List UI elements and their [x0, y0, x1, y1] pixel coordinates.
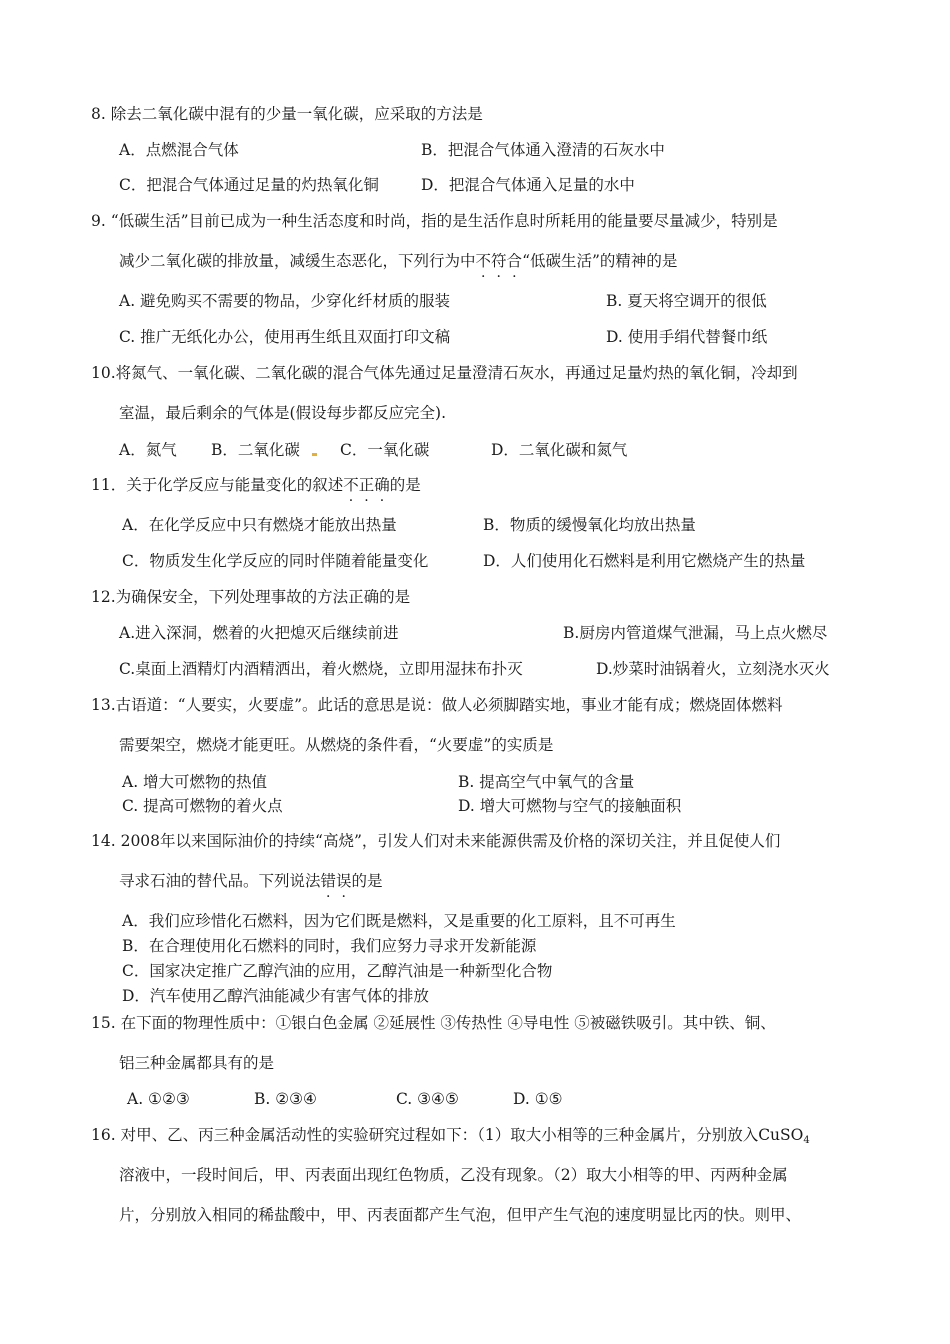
q11-stem [91, 475, 421, 495]
q15-option-c: C. ③④⑤ [396, 1090, 459, 1108]
q11-emphasis-char: 正 [358, 476, 375, 494]
q14-emphasis-char: 错 [320, 872, 337, 890]
q10-option-d: D．二氧化碳和氮气 [491, 441, 628, 459]
q10-option-a: A．氮气 [119, 441, 177, 459]
q14-emphasis-char: 误 [336, 872, 352, 890]
q10-option-c: C．一氧化碳 [340, 441, 430, 459]
q15-option-b: B. ②③④ [254, 1090, 317, 1108]
q11-emphasis-char: 不 [343, 476, 359, 494]
q8-option-b: B．把混合气体通入澄清的石灰水中 [421, 141, 665, 159]
q15-stem-line2: 铝三种金属都具有的是 [119, 1054, 275, 1072]
q16-stem-line2: 溶液中，一段时间后，甲、丙表面出现红色物质，乙没有现象。（2）取大小相等的甲、丙两种金属 [119, 1166, 788, 1184]
q11-emphasis-char: 确 [374, 476, 390, 494]
q13-option-b: B. 提高空气中氧气的含量 [458, 773, 635, 791]
q9-option-c: C. 推广无纸化办公，使用再生纸且双面打印文稿 [119, 328, 451, 346]
q10-stem-line1: 10.将氮气、一氧化碳、二氧化碳的混合气体先通过足量澄清石灰水，再通过足量灼热的氧化铜，冷却到 [91, 364, 798, 382]
q15-stem-line1: 15. 在下面的物理性质中：①银白色金属 ②延展性 ③传热性 ④导电性 ⑤被磁铁吸引。其中铁、铜、 [91, 1014, 776, 1032]
q8-option-d: D．把混合气体通入足量的水中 [421, 176, 635, 194]
q16-stem-text: 16. 对甲、乙、丙三种金属活动性的实验研究过程如下：（1）取大小相等的三种金属片，分别放入CuSO [91, 1126, 804, 1144]
q14-option-a: A．我们应珍惜化石燃料，因为它们既是燃料，又是重要的化工原料，且不可再生 [122, 912, 676, 930]
q11-option-d: D．人们使用化石燃料是利用它燃烧产生的热量 [483, 552, 806, 570]
q13-stem-line2: 需要架空，燃烧才能更旺。从燃烧的条件看，“火要虚”的实质是 [119, 736, 554, 754]
q9-emphasis-char: 不 [475, 252, 492, 270]
q9-option-a: A. 避免购买不需要的物品，少穿化纤材质的服装 [119, 292, 451, 310]
q12-option-d: D.炒菜时油锅着火，立刻浇水灭火 [596, 660, 830, 678]
q10-option-b: B．二氧化碳 [211, 441, 300, 459]
q14-option-d: D．汽车使用乙醇汽油能减少有害气体的排放 [122, 987, 429, 1005]
q14-stem-text: 的是 [351, 872, 383, 890]
q8-option-a: A．点燃混合气体 [119, 141, 239, 159]
q9-stem-line2 [119, 251, 677, 271]
q9-stem-text: “低碳生活”的精神的是 [522, 252, 678, 270]
q13-option-d: D. 增大可燃物与空气的接触面积 [458, 797, 682, 815]
q15-option-a: A. ①②③ [127, 1090, 190, 1108]
q8-option-c: C．把混合气体通过足量的灼热氧化铜 [119, 176, 379, 194]
q11-option-a: A．在化学反应中只有燃烧才能放出热量 [122, 516, 397, 534]
q11-option-b: B．物质的缓慢氧化均放出热量 [483, 516, 696, 534]
subscript: 4 [803, 1135, 810, 1146]
q9-emphasis-char: 合 [506, 252, 523, 270]
q8-stem: 8. 除去二氧化碳中混有的少量一氧化碳，应采取的方法是 [91, 105, 483, 123]
q16-stem-line1 [91, 1125, 810, 1151]
q11-stem-text: 11．关于化学反应与能量变化的叙述 [91, 476, 344, 494]
q9-stem-line1: 9. “低碳生活”目前已成为一种生活态度和时尚，指的是生活作息时所耗用的能量要尽量减少，特别是 [91, 212, 778, 230]
q11-option-c: C．物质发生化学反应的同时伴随着能量变化 [122, 552, 429, 570]
q14-stem-text: 寻求石油的替代品。下列说法 [119, 872, 321, 890]
highlight-mark [312, 453, 317, 456]
q16-stem-line3: 片，分别放入相同的稀盐酸中，甲、丙表面都产生气泡，但甲产生气泡的速度明显比丙的快。则甲、 [119, 1206, 802, 1224]
q13-option-a: A. 增大可燃物的热值 [122, 773, 268, 791]
q9-emphasis-char: 符 [491, 252, 507, 270]
q9-option-b: B. 夏天将空调开的很低 [606, 292, 767, 310]
q9-option-d: D. 使用手绢代替餐巾纸 [606, 328, 768, 346]
q13-stem-line1: 13.古语道：“人要实，火要虚”。此话的意思是说：做人必须脚踏实地，事业才能有成；燃烧固体燃料 [91, 696, 783, 714]
q11-stem-text: 的是 [389, 476, 421, 494]
q14-stem-line1: 14. 2008年以来国际油价的持续“高烧”，引发人们对未来能源供需及价格的深切关注，并且促使人们 [91, 832, 781, 850]
q14-option-b: B．在合理使用化石燃料的同时，我们应努力寻求开发新能源 [122, 937, 537, 955]
q15-option-d: D. ①⑤ [513, 1090, 563, 1108]
q12-stem: 12.为确保安全，下列处理事故的方法正确的是 [91, 588, 411, 606]
q9-stem-text: 减少二氧化碳的排放量，减缓生态恶化，下列行为中 [119, 252, 476, 270]
q12-option-a: A.进入深洞，燃着的火把熄灭后继续前进 [119, 624, 399, 642]
q12-option-c: C.桌面上酒精灯内酒精洒出，着火燃烧，立即用湿抹布扑灭 [119, 660, 523, 678]
q12-option-b: B.厨房内管道煤气泄漏，马上点火燃尽 [563, 624, 828, 642]
q10-stem-line2: 室温，最后剩余的气体是(假设每步都反应完全). [119, 404, 447, 422]
q14-option-c: C．国家决定推广乙醇汽油的应用，乙醇汽油是一种新型化合物 [122, 962, 553, 980]
q13-option-c: C. 提高可燃物的着火点 [122, 797, 283, 815]
q14-stem-line2 [119, 871, 383, 891]
